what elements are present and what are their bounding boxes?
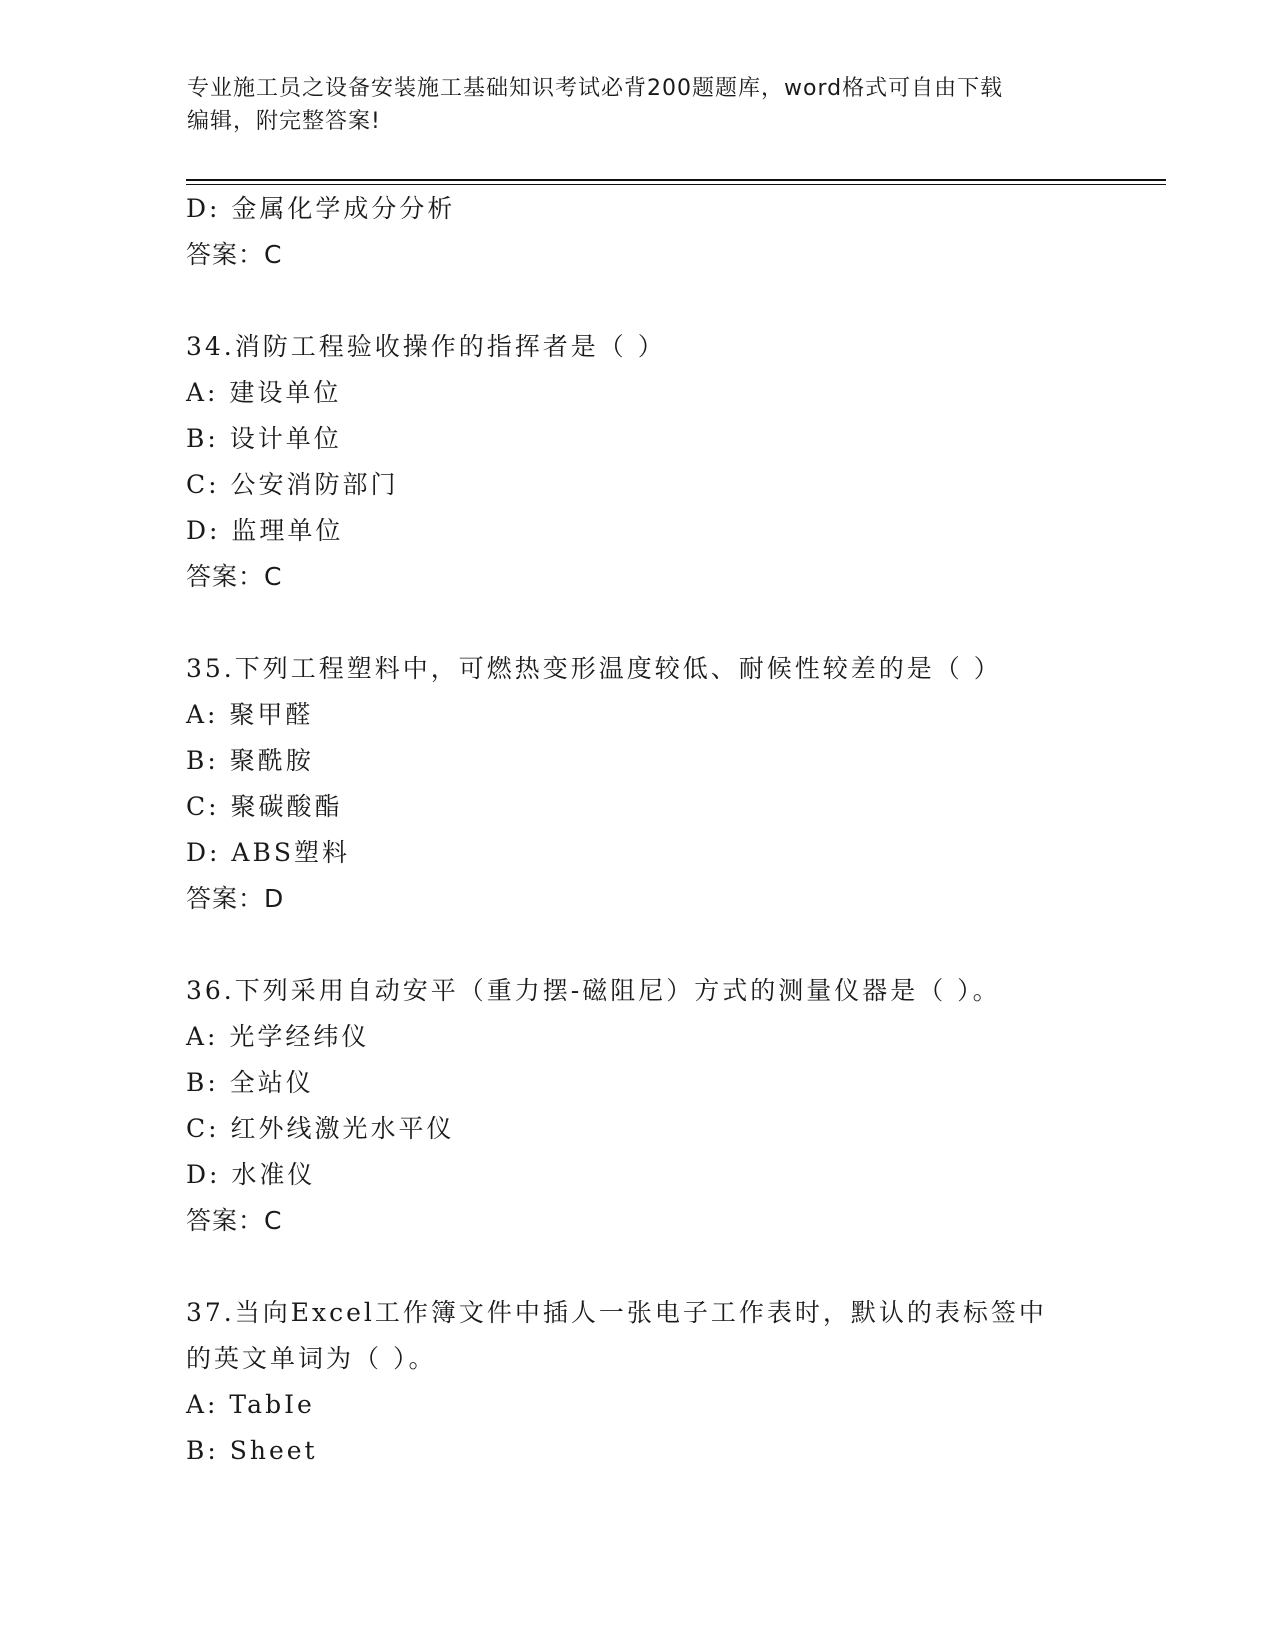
question-stem-line-1: 37.当向Excel工作簿文件中插人一张电子工作表时，默认的表标签中 (186, 1298, 1047, 1327)
spacer (186, 278, 1166, 324)
option-d: D: 水准仪 (186, 1160, 316, 1189)
header-title-line-2: 编辑，附完整答案! (187, 109, 381, 134)
question-stem-line-2: 的英文单词为（ ）。 (186, 1344, 437, 1373)
option-c: C: 红外线激光水平仪 (186, 1114, 455, 1143)
answer: 答案：C (186, 1206, 283, 1235)
option-a: A: 聚甲醛 (186, 700, 314, 729)
carry-over-answer: 答案：C (186, 240, 283, 269)
header-title-line-1: 专业施工员之设备安装施工基础知识考试必背200题题库，word格式可自由下载 (187, 76, 1004, 101)
question-34 (186, 324, 1166, 600)
option-a: A: TabIe (186, 1390, 315, 1419)
header-divider-thick (186, 179, 1166, 181)
option-b: B: 聚酰胺 (186, 746, 314, 775)
question-37 (186, 1290, 1166, 1474)
option-d: D: 监理单位 (186, 516, 344, 545)
option-a: A: 建设单位 (186, 378, 342, 407)
document-header (187, 72, 1087, 138)
option-c: C: 公安消防部门 (186, 470, 399, 499)
answer: 答案：D (186, 884, 285, 913)
spacer (186, 922, 1166, 968)
option-b: B: 设计单位 (186, 424, 342, 453)
question-stem: 36.下列采用自动安平（重力摆-磁阻尼）方式的测量仪器是（ ）。 (186, 976, 1001, 1005)
option-b: B: Sheet (186, 1436, 318, 1465)
option-c: C: 聚碳酸酯 (186, 792, 343, 821)
option-a: A: 光学经纬仪 (186, 1022, 370, 1051)
question-35 (186, 646, 1166, 922)
question-stem: 34.消防工程验收操作的指挥者是（ ） (186, 332, 666, 361)
answer: 答案：C (186, 562, 283, 591)
spacer (186, 600, 1166, 646)
question-stem: 35.下列工程塑料中，可燃热变形温度较低、耐候性较差的是（ ） (186, 654, 1002, 683)
question-content (186, 186, 1166, 1474)
option-b: B: 全站仪 (186, 1068, 314, 1097)
option-d: D: ABS塑料 (186, 838, 350, 867)
spacer (186, 1244, 1166, 1290)
header-divider-thin (186, 184, 1166, 185)
question-36 (186, 968, 1166, 1244)
carry-over-option-d: D: 金属化学成分分析 (186, 194, 456, 223)
